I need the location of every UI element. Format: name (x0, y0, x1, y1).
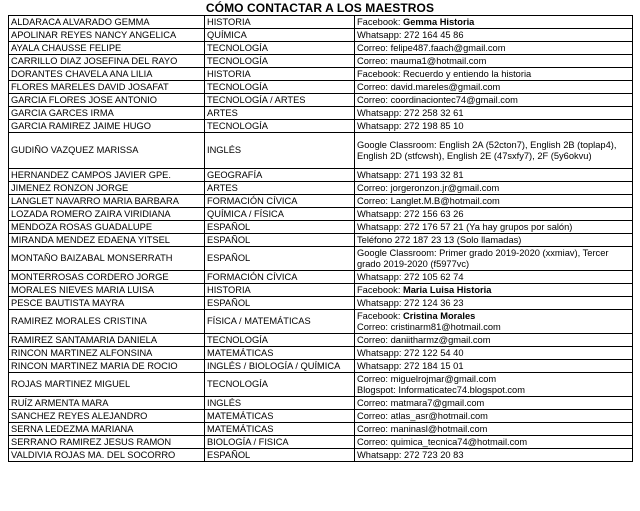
contact-method-label: Whatsapp: (357, 29, 402, 40)
teacher-name-cell: RAMIREZ MORALES CRISTINA (9, 310, 205, 334)
subject-cell: TECNOLOGÍA (205, 81, 355, 94)
contact-line (357, 322, 630, 333)
contact-cell (355, 284, 633, 297)
subject-cell: TECNOLOGÍA (205, 334, 355, 347)
subject-cell: FORMACIÓN CÍVICA (205, 195, 355, 208)
contact-cell (355, 397, 633, 410)
contact-method-label: Whatsapp: (357, 347, 402, 358)
subject-cell: ESPAÑOL (205, 297, 355, 310)
table-row (9, 16, 633, 29)
teacher-name-cell: FLORES MARELES DAVID JOSAFAT (9, 81, 205, 94)
contact-method-label: Teléfono (357, 234, 393, 245)
subject-cell: FORMACIÓN CÍVICA (205, 271, 355, 284)
contact-value: Recuerdo y entiendo la historia (403, 68, 532, 79)
teacher-name-cell: RUÍZ ARMENTA MARA (9, 397, 205, 410)
subject-cell: ARTES (205, 107, 355, 120)
teacher-name-cell: APOLINAR REYES NANCY ANGELICA (9, 29, 205, 42)
subject-cell: INGLÉS (205, 133, 355, 169)
contact-method-label: Whatsapp: (357, 449, 402, 460)
table-row (9, 360, 633, 373)
contact-method-label: Correo: (357, 373, 389, 384)
contact-cell (355, 234, 633, 247)
subject-cell: FÍSICA / MATEMÁTICAS (205, 310, 355, 334)
subject-cell: MATEMÁTICAS (205, 423, 355, 436)
contact-link[interactable]: cristinarm81@hotmail.com (390, 321, 501, 332)
contact-link[interactable]: daniitharmz@gmail.com (390, 334, 491, 345)
contact-cell (355, 208, 633, 221)
subject-cell: INGLÉS / BIOLOGÍA / QUÍMICA (205, 360, 355, 373)
table-row (9, 234, 633, 247)
teacher-name-cell: RINCON MARTINEZ ALFONSINA (9, 347, 205, 360)
contact-method-label: Correo: (357, 423, 389, 434)
contact-method-label: Whatsapp: (357, 221, 402, 232)
table-row (9, 221, 633, 234)
contact-method-label: Google Classroom: (357, 247, 437, 258)
table-row (9, 68, 633, 81)
contact-value: Primer grado 2019-2020 (xxmiav), Tercer grado 2019-2020 (f5977vc) (357, 247, 609, 269)
table-row (9, 107, 633, 120)
contact-cell (355, 410, 633, 423)
contact-value: 272 723 20 83 (404, 449, 464, 460)
contact-method-label: Whatsapp: (357, 360, 402, 371)
contact-link[interactable]: quimica_tecnica74@hotmail.com (390, 436, 528, 447)
teacher-contacts-body (9, 16, 633, 462)
contact-line (357, 209, 630, 220)
contact-link[interactable]: jorgeronzon.jr@gmail.com (390, 182, 500, 193)
teacher-name-cell: GUDIÑO VAZQUEZ MARISSA (9, 133, 205, 169)
contact-line (357, 170, 630, 181)
contact-method-label: Whatsapp: (357, 271, 402, 282)
contact-line (357, 335, 630, 346)
contact-value: Maria Luisa Historia (403, 284, 492, 295)
contact-method-label: Correo: (357, 334, 389, 345)
table-row (9, 169, 633, 182)
contact-line (357, 235, 630, 246)
table-row (9, 284, 633, 297)
contact-cell (355, 120, 633, 133)
document-title: CÓMO CONTACTAR A LOS MAESTROS (205, 1, 435, 15)
contact-line (357, 108, 630, 119)
contact-value: 272 184 15 01 (404, 360, 464, 371)
table-row (9, 29, 633, 42)
subject-cell: TECNOLOGÍA / ARTES (205, 94, 355, 107)
contact-link[interactable]: matmara7@gmail.com (390, 397, 485, 408)
teacher-name-cell: MENDOZA ROSAS GUADALUPE (9, 221, 205, 234)
contact-method-label: Correo: (357, 55, 389, 66)
table-row (9, 334, 633, 347)
subject-cell: INGLÉS (205, 397, 355, 410)
contact-method-label: Whatsapp: (357, 297, 402, 308)
contact-link[interactable]: david.mareles@gmail.com (390, 81, 501, 92)
contact-value: 272 105 62 74 (404, 271, 464, 282)
teacher-contacts-table (8, 15, 633, 462)
contact-link[interactable]: maninasl@hotmail.com (390, 423, 488, 434)
contact-link[interactable]: Informaticatec74.blogspot.com (398, 384, 525, 395)
contact-line (357, 69, 630, 80)
contact-value: 272 258 32 61 (404, 107, 464, 118)
contact-line (357, 361, 630, 372)
table-row (9, 347, 633, 360)
teacher-name-cell: MONTERROSAS CORDERO JORGE (9, 271, 205, 284)
table-row (9, 423, 633, 436)
contact-cell (355, 360, 633, 373)
teacher-name-cell: CARRILLO DIAZ JOSEFINA DEL RAYO (9, 55, 205, 68)
contact-method-label: Google Classroom: (357, 139, 437, 150)
teacher-name-cell: SERRANO RAMIREZ JESUS RAMON (9, 436, 205, 449)
table-row (9, 449, 633, 462)
table-row (9, 297, 633, 310)
contact-cell (355, 247, 633, 271)
table-row (9, 247, 633, 271)
contact-value: 272 176 57 21 (Ya hay grupos por salón) (404, 221, 573, 232)
table-row (9, 195, 633, 208)
teacher-name-cell: ALDARACA ALVARADO GEMMA (9, 16, 205, 29)
contact-value: Gemma Historia (403, 16, 475, 27)
table-row (9, 271, 633, 284)
subject-cell: HISTORIA (205, 284, 355, 297)
contact-cell (355, 297, 633, 310)
contact-line (357, 30, 630, 41)
contact-cell (355, 94, 633, 107)
contact-line (357, 437, 630, 448)
teacher-name-cell: RAMIREZ SANTAMARIA DANIELA (9, 334, 205, 347)
contact-link[interactable]: felipe487.faach@gmail.com (390, 42, 506, 53)
contact-cell (355, 373, 633, 397)
subject-cell: TECNOLOGÍA (205, 42, 355, 55)
subject-cell: QUÍMICA / FÍSICA (205, 208, 355, 221)
table-row (9, 208, 633, 221)
contact-line (357, 411, 630, 422)
table-row (9, 182, 633, 195)
contact-value: Cristina Morales (403, 310, 476, 321)
contact-line (357, 17, 630, 28)
contact-line (357, 196, 630, 207)
contact-line (357, 311, 630, 322)
contact-link[interactable]: Langlet.M.B@hotmail.com (390, 195, 500, 206)
contact-line (357, 95, 630, 106)
table-row (9, 310, 633, 334)
contact-method-label: Correo: (357, 410, 389, 421)
contact-line (357, 56, 630, 67)
subject-cell: ESPAÑOL (205, 449, 355, 462)
teacher-name-cell: PESCE BAUTISTA MAYRA (9, 297, 205, 310)
contact-method-label: Whatsapp: (357, 208, 402, 219)
contact-method-label: Facebook: (357, 284, 401, 295)
subject-cell: ARTES (205, 182, 355, 195)
table-row (9, 81, 633, 94)
contact-value: 272 156 63 26 (404, 208, 464, 219)
contact-value: 272 187 23 13 (Solo llamadas) (394, 234, 522, 245)
contact-cell (355, 449, 633, 462)
contact-cell (355, 55, 633, 68)
subject-cell: QUÍMICA (205, 29, 355, 42)
contact-method-label: Facebook: (357, 68, 401, 79)
contact-method-label: Facebook: (357, 16, 401, 27)
table-row (9, 133, 633, 169)
subject-cell: BIOLOGÍA / FISICA (205, 436, 355, 449)
subject-cell: TECNOLOGÍA (205, 373, 355, 397)
teacher-name-cell: SERNA LEDEZMA MARIANA (9, 423, 205, 436)
teacher-name-cell: MIRANDA MENDEZ EDAENA YITSEL (9, 234, 205, 247)
teacher-name-cell: ROJAS MARTINEZ MIGUEL (9, 373, 205, 397)
teacher-name-cell: VALDIVIA ROJAS MA. DEL SOCORRO (9, 449, 205, 462)
contact-cell (355, 42, 633, 55)
contact-method-label: Blogspot: (357, 384, 396, 395)
contact-value: 272 164 45 86 (404, 29, 464, 40)
teacher-name-cell: DORANTES CHAVELA ANA LILIA (9, 68, 205, 81)
subject-cell: HISTORIA (205, 16, 355, 29)
contact-cell (355, 29, 633, 42)
contact-value: 271 193 32 81 (404, 169, 464, 180)
teacher-name-cell: LANGLET NAVARRO MARIA BARBARA (9, 195, 205, 208)
contact-cell (355, 16, 633, 29)
teacher-name-cell: GARCIA GARCES IRMA (9, 107, 205, 120)
contact-cell (355, 81, 633, 94)
subject-cell: HISTORIA (205, 68, 355, 81)
table-row (9, 397, 633, 410)
contact-line (357, 248, 630, 270)
contact-link[interactable]: coordinaciontec74@gmail.com (390, 94, 518, 105)
contact-method-label: Facebook: (357, 310, 401, 321)
contact-line (357, 374, 630, 385)
contact-method-label: Whatsapp: (357, 120, 402, 131)
contact-line (357, 272, 630, 283)
contact-method-label: Correo: (357, 94, 389, 105)
contact-method-label: Whatsapp: (357, 107, 402, 118)
teacher-name-cell: GARCIA RAMIREZ JAIME HUGO (9, 120, 205, 133)
contact-line (357, 82, 630, 93)
contact-method-label: Correo: (357, 397, 389, 408)
contact-cell (355, 271, 633, 284)
table-row (9, 410, 633, 423)
contact-method-label: Correo: (357, 42, 389, 53)
contact-cell (355, 68, 633, 81)
contact-method-label: Correo: (357, 436, 389, 447)
subject-cell: TECNOLOGÍA (205, 55, 355, 68)
contact-cell (355, 334, 633, 347)
subject-cell: ESPAÑOL (205, 221, 355, 234)
teacher-name-cell: MONTAÑO BAIZABAL MONSERRATH (9, 247, 205, 271)
teacher-name-cell: MORALES NIEVES MARIA LUISA (9, 284, 205, 297)
contact-line (357, 140, 630, 162)
subject-cell: TECNOLOGÍA (205, 120, 355, 133)
contact-cell (355, 347, 633, 360)
teacher-name-cell: GARCIA FLORES JOSE ANTONIO (9, 94, 205, 107)
contact-line (357, 450, 630, 461)
teacher-name-cell: RINCON MARTINEZ MARIA DE ROCIO (9, 360, 205, 373)
contact-line (357, 121, 630, 132)
subject-cell: ESPAÑOL (205, 234, 355, 247)
contact-link[interactable]: atlas_asr@hotmail.com (390, 410, 488, 421)
contact-line (357, 285, 630, 296)
subject-cell: ESPAÑOL (205, 247, 355, 271)
table-row (9, 42, 633, 55)
table-row (9, 94, 633, 107)
table-row (9, 55, 633, 68)
contact-cell (355, 195, 633, 208)
contact-link[interactable]: miguelrojmar@gmail.com (390, 373, 497, 384)
contact-cell (355, 182, 633, 195)
contact-link[interactable]: mauma1@hotmail.com (390, 55, 487, 66)
contact-method-label: Correo: (357, 81, 389, 92)
contact-line (357, 43, 630, 54)
contact-method-label: Correo: (357, 321, 389, 332)
table-row (9, 436, 633, 449)
contact-method-label: Whatsapp: (357, 169, 402, 180)
subject-cell: MATEMÁTICAS (205, 347, 355, 360)
subject-cell: MATEMÁTICAS (205, 410, 355, 423)
teacher-name-cell: SANCHEZ REYES ALEJANDRO (9, 410, 205, 423)
contact-line (357, 298, 630, 309)
teacher-name-cell: AYALA CHAUSSE FELIPE (9, 42, 205, 55)
teacher-name-cell: LOZADA ROMERO ZAIRA VIRIDIANA (9, 208, 205, 221)
contact-value: 272 124 36 23 (404, 297, 464, 308)
contact-cell (355, 133, 633, 169)
contact-cell (355, 107, 633, 120)
contact-value: 272 198 85 10 (404, 120, 464, 131)
contact-cell (355, 310, 633, 334)
subject-cell: GEOGRAFÍA (205, 169, 355, 182)
contact-cell (355, 221, 633, 234)
table-row (9, 120, 633, 133)
contact-line (357, 183, 630, 194)
contact-line (357, 222, 630, 233)
contact-line (357, 385, 630, 396)
teacher-name-cell: JIMENEZ RONZON JORGE (9, 182, 205, 195)
contact-line (357, 424, 630, 435)
contact-value: 272 122 54 40 (404, 347, 464, 358)
contact-method-label: Correo: (357, 195, 389, 206)
contact-cell (355, 423, 633, 436)
teacher-name-cell: HERNANDEZ CAMPOS JAVIER GPE. (9, 169, 205, 182)
contact-method-label: Correo: (357, 182, 389, 193)
contact-value: English 2A (52cton7), English 2B (toplap4), English 2D (stfcwsh), English 2E (47sxfy7), 2F (5y6okvu) (357, 139, 617, 161)
contact-cell (355, 436, 633, 449)
table-row (9, 373, 633, 397)
contact-line (357, 348, 630, 359)
contact-cell (355, 169, 633, 182)
contact-line (357, 398, 630, 409)
